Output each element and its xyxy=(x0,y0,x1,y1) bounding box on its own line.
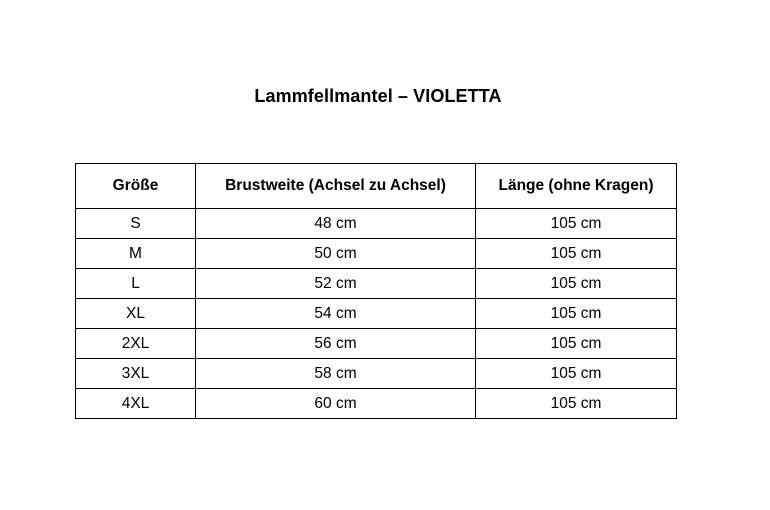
cell-size: 4XL xyxy=(76,389,196,419)
table-row xyxy=(76,239,677,269)
cell-size: S xyxy=(76,209,196,239)
cell-chest-width: 48 cm xyxy=(196,209,476,239)
table-row xyxy=(76,359,677,389)
cell-size: M xyxy=(76,239,196,269)
cell-length: 105 cm xyxy=(476,239,677,269)
cell-chest-width: 50 cm xyxy=(196,239,476,269)
cell-length: 105 cm xyxy=(476,359,677,389)
cell-length: 105 cm xyxy=(476,389,677,419)
cell-chest-width: 54 cm xyxy=(196,299,476,329)
cell-chest-width: 60 cm xyxy=(196,389,476,419)
header-length: Länge (ohne Kragen) xyxy=(476,164,677,209)
cell-length: 105 cm xyxy=(476,329,677,359)
table-header-row xyxy=(76,164,677,209)
table-row xyxy=(76,269,677,299)
cell-size: L xyxy=(76,269,196,299)
cell-size: 2XL xyxy=(76,329,196,359)
cell-size: XL xyxy=(76,299,196,329)
cell-length: 105 cm xyxy=(476,269,677,299)
cell-chest-width: 56 cm xyxy=(196,329,476,359)
cell-size: 3XL xyxy=(76,359,196,389)
table-row xyxy=(76,299,677,329)
table-row xyxy=(76,209,677,239)
cell-chest-width: 58 cm xyxy=(196,359,476,389)
cell-chest-width: 52 cm xyxy=(196,269,476,299)
table-row xyxy=(76,329,677,359)
cell-length: 105 cm xyxy=(476,299,677,329)
header-chest-width: Brustweite (Achsel zu Achsel) xyxy=(196,164,476,209)
cell-length: 105 cm xyxy=(476,209,677,239)
size-table xyxy=(75,163,677,419)
header-size: Größe xyxy=(76,164,196,209)
page-title: Lammfellmantel – VIOLETTA xyxy=(254,86,502,106)
table-row xyxy=(76,389,677,419)
